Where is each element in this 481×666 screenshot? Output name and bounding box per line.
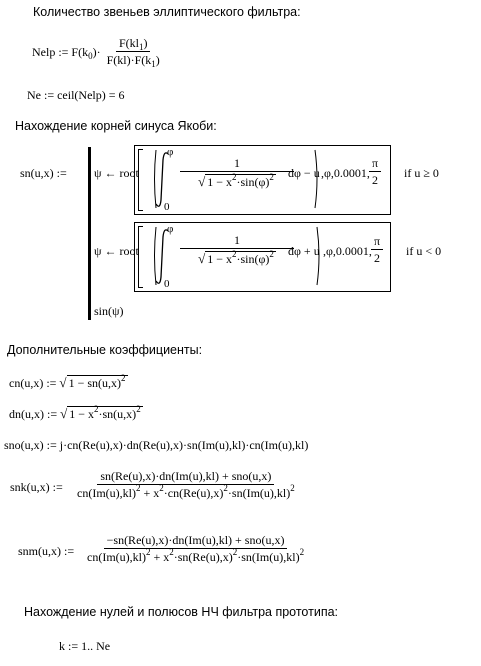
- root-bracket-right-1: [384, 145, 391, 215]
- int-upper-1: φ: [167, 146, 174, 158]
- int-lower-1: 0: [164, 201, 170, 213]
- psi-root-1: ψ ← root: [94, 166, 139, 180]
- row2-tail: dφ + u: [288, 244, 320, 258]
- nelp-lhs: Nelp := $F(k_0)\cdot$: [32, 44, 101, 61]
- roots-heading: Нахождение корней синуса Якоби:: [15, 119, 217, 133]
- snm-fraction[interactable]: $\frac{\text{−sn(Re(u),x)·dn(Im(u),kl) + sno(u,x)}}{cn(Im(u),kl)^2 + x^2\cdot sn(Re(u),x)^2\cdot sn(Im(u),kl)^2}$: [87, 533, 305, 564]
- zeros-heading: Нахождение нулей и полюсов НЧ фильтра прототипа:: [24, 605, 339, 619]
- pi-half-1: $\frac{\pi}{2}$: [369, 157, 381, 186]
- dn-definition[interactable]: dn(u,x) := √ $1 - x^2\cdot sn(u,x)^2$: [9, 404, 141, 421]
- psi-root-2: ψ ← root: [94, 244, 139, 258]
- int-upper-2: φ: [167, 223, 174, 235]
- k-range[interactable]: k := 1.. Ne: [59, 639, 111, 653]
- snk-lhs[interactable]: snk(u,x) :=: [10, 480, 63, 494]
- sn-lhs[interactable]: sn(u,x) :=: [20, 166, 67, 180]
- cond-1: if u ≥ 0: [404, 166, 439, 180]
- integrand-1: $\frac{1}{√ 1 - x^2\cdot\sin(\varphi)^2}$: [180, 157, 294, 188]
- row2-args: ,φ,0.0001,: [323, 244, 372, 258]
- snk-fraction[interactable]: $\frac{\text{sn(Re(u),x)·dn(Im(u),kl) + sno(u,x)}}{cn(Im(u),kl)^2 + x^2\cdot cn(Re(u),x)^2\cdot sn(Im(u),kl)^2}$: [77, 469, 295, 500]
- int-lower-2: 0: [164, 278, 170, 290]
- integrand-2: $\frac{1}{√ 1 - x^2\cdot\sin(\varphi)^2}$: [180, 234, 294, 265]
- root-bracket-inner-1: [138, 149, 143, 211]
- cn-definition[interactable]: cn(u,x) := √ $1 - sn(u,x)^2$: [9, 373, 126, 390]
- row1-tail: dφ − u: [288, 166, 320, 180]
- sn-return: sin(ψ): [94, 304, 124, 318]
- snm-lhs[interactable]: snm(u,x) :=: [18, 544, 75, 558]
- pi-half-2: $\frac{\pi}{2}$: [371, 235, 383, 264]
- root-bracket-right-2: [384, 222, 391, 292]
- row1-args: ,φ,0.0001,: [321, 166, 370, 180]
- nelp-fraction: $\frac{F(kl_1)}{F(kl)\cdot F(k_1)}$: [106, 36, 160, 69]
- program-bar: [88, 147, 91, 320]
- count-heading: Количество звеньев эллиптического фильтра:: [33, 5, 301, 19]
- nelp-definition[interactable]: [32, 36, 163, 69]
- sno-definition[interactable]: sno(u,x) := j·cn(Re(u),x)·dn(Re(u),x)·sn(Im(u),kl)·cn(Im(u),kl): [4, 438, 309, 452]
- cond-2: if u < 0: [406, 244, 442, 258]
- ne-result[interactable]: Ne := ceil(Nelp) = 6: [27, 88, 125, 102]
- coef-heading: Дополнительные коэффициенты:: [7, 343, 203, 357]
